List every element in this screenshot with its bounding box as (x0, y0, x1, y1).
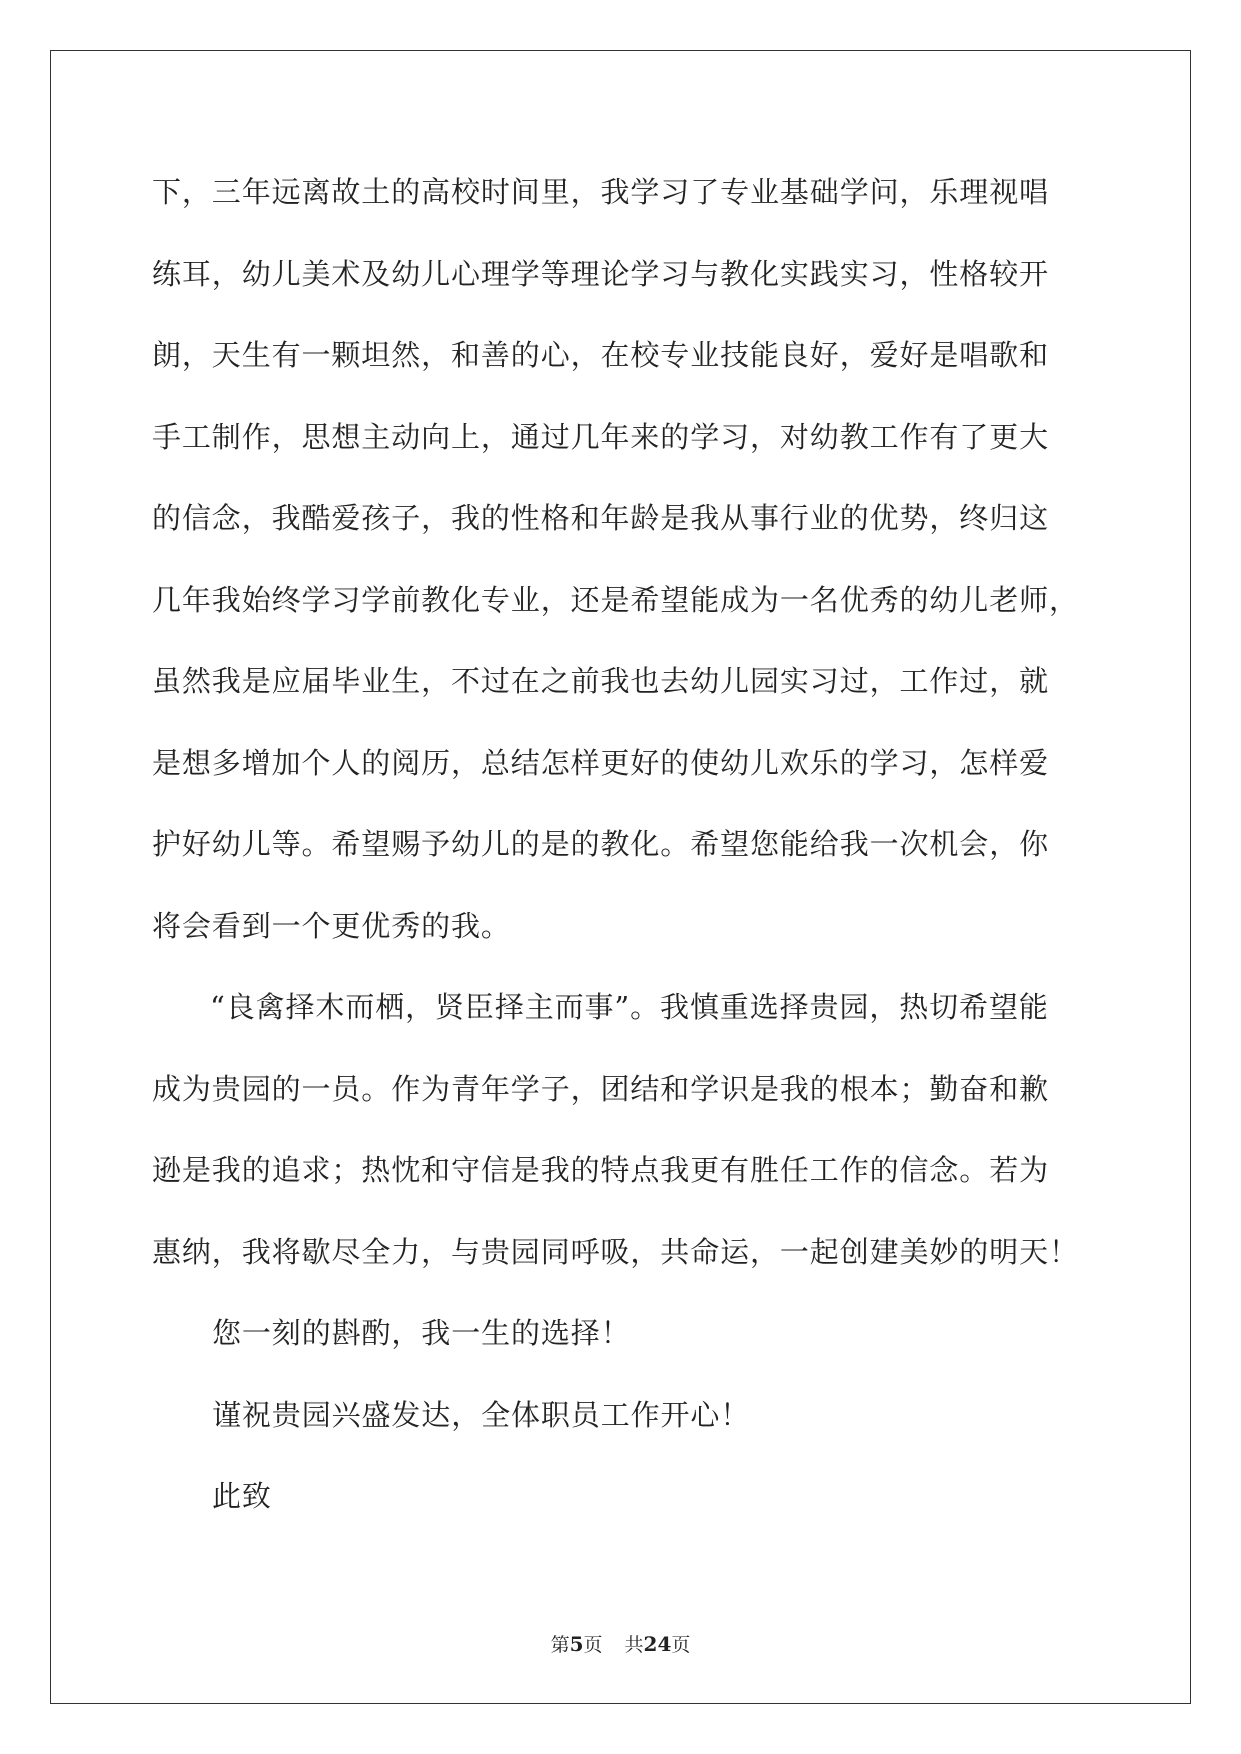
body-line: 将会看到一个更优秀的我。 (152, 908, 511, 943)
body-line: “良禽择木而栖，贤臣择主而事”。我慎重选择贵园，热切希望能 (210, 990, 1049, 1024)
body-line: 是想多增加个人的阅历，总结怎样更好的使幼儿欢乐的学习，怎样爱 (152, 745, 1050, 780)
body-line: 此致 (212, 1479, 272, 1513)
body-line: 朗，天生有一颗坦然，和善的心，在校专业技能良好，爱好是唱歌和 (152, 338, 1050, 372)
body-line: 护好幼儿等。希望赐予幼儿的是的教化。希望您能给我一次机会，你 (152, 827, 1050, 861)
page-prefix: 第 (550, 1634, 570, 1656)
total-prefix: 共 (624, 1634, 644, 1656)
body-line: 手工制作，思想主动向上，通过几年来的学习，对幼教工作有了更大 (152, 419, 1050, 454)
page-number: 5 (569, 1632, 584, 1656)
body-line: 的信念，我酷爱孩子，我的性格和年龄是我从事行业的优势，终归这 (152, 501, 1050, 535)
body-line: 练耳，幼儿美术及幼儿心理学等理论学习与教化实践实习，性格较开 (152, 256, 1050, 291)
document-body (152, 162, 1092, 1548)
body-line: 成为贵园的一员。作为青年学子，团结和学识是我的根本；勤奋和歉 (152, 1071, 1050, 1106)
body-line: 您一刻的斟酌，我一生的选择！ (212, 1316, 631, 1350)
body-line: 谨祝贵园兴盛发达，全体职员工作开心！ (212, 1397, 751, 1432)
page-footer (0, 1630, 1241, 1657)
page-suffix: 页 (583, 1634, 603, 1656)
body-line: 惠纳，我将歇尽全力，与贵园同呼吸，共命运，一起创建美妙的明天！ (152, 1234, 1079, 1269)
body-line: 虽然我是应届毕业生，不过在之前我也去幼儿园实习过，工作过，就 (152, 664, 1050, 698)
total-suffix: 页 (671, 1634, 691, 1656)
body-line: 逊是我的追求；热忱和守信是我的特点我更有胜任工作的信念。若为 (152, 1153, 1050, 1187)
body-line: 下，三年远离故土的高校时间里，我学习了专业基础学问，乐理视唱 (152, 175, 1050, 209)
page-total: 24 (643, 1632, 672, 1656)
body-line: 几年我始终学习学前教化专业，还是希望能成为一名优秀的幼儿老师， (152, 582, 1079, 617)
